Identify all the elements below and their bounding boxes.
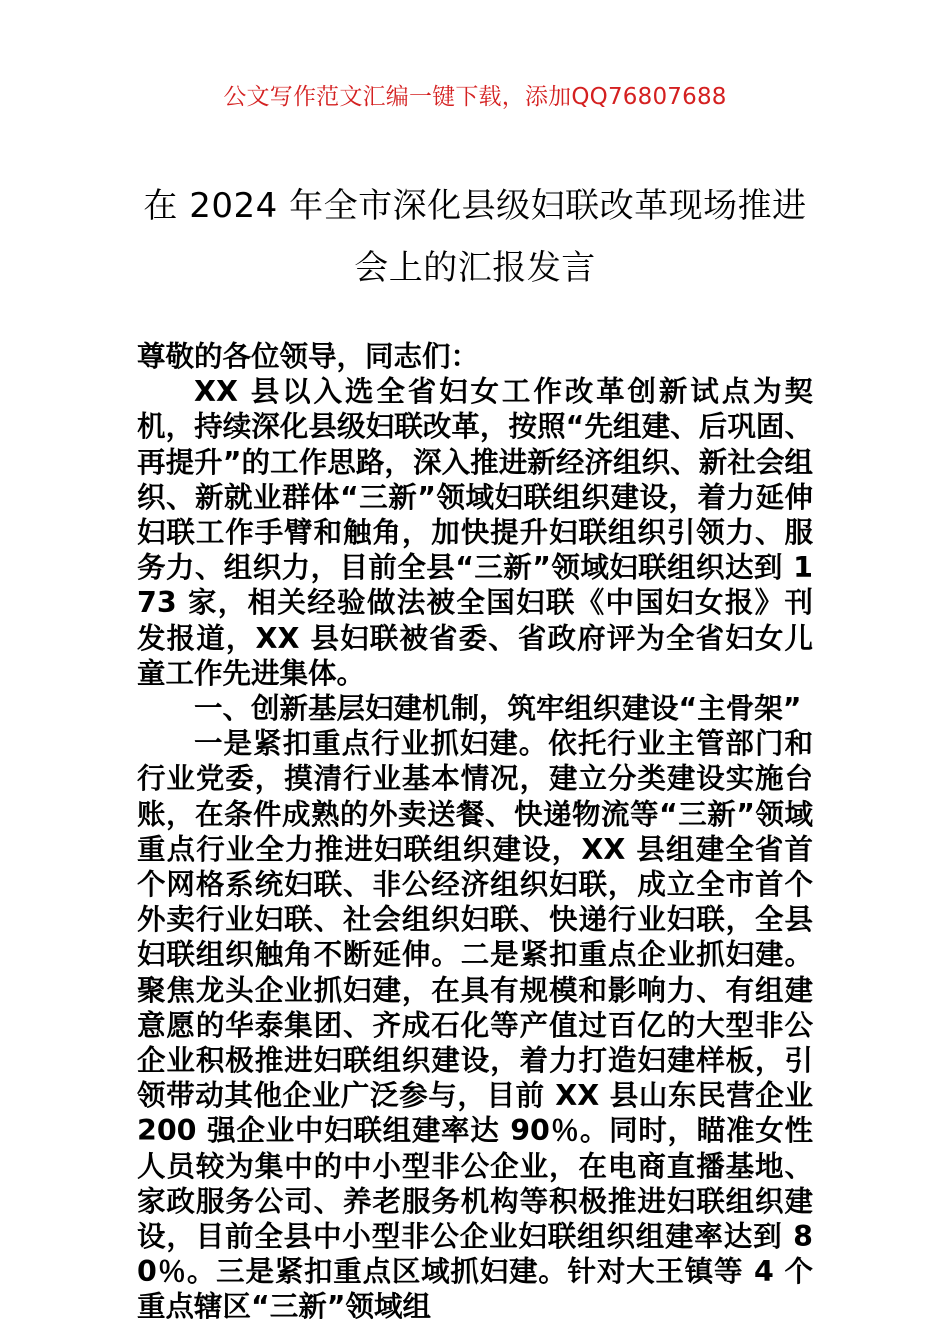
document-body: [137, 339, 813, 1325]
page-title-line-1: 在 2024 年全市深化县级妇联改革现场推进: [143, 186, 807, 226]
promo-banner: 公文写作范文汇编一键下载，添加QQ76807688: [223, 84, 727, 110]
body-paragraph-1: XX 县以入选全省妇女工作改革创新试点为契机，持续深化县级妇联改革，按照“先组建、后巩固、再提升”的工作思路，深入推进新经济组织、新社会组织、新就业群体“三新”领域妇联组织建设，着力延伸妇联工作手臂和触角，加快提升妇联组织引领力、服务力、组织力，目前全县“三新”领域妇联组织达到 173 家，相关经验做法被全国妇联《中国妇女报》刊发报道，XX 县妇联被省委、省政府评为全省妇女儿童工作先进集体。: [137, 375, 813, 690]
salutation-paragraph: 尊敬的各位领导，同志们：: [137, 340, 480, 373]
section-heading-1: 一、创新基层妇建机制，筑牢组织建设“主骨架”: [194, 692, 802, 726]
page-title-line-2: 会上的汇报发言: [354, 248, 596, 288]
page-title: [95, 175, 855, 299]
body-paragraph-2: 一是紧扣重点行业抓妇建。依托行业主管部门和行业党委，摸清行业基本情况，建立分类建设实施台账，在条件成熟的外卖送餐、快递物流等“三新”领域重点行业全力推进妇联组织建设，XX 县组建全省首个网格系统妇联、非公经济组织妇联，成立全市首个外卖行业妇联、社会组织妇联、快递行业妇联，全县妇联组织触角不断延伸。二是紧扣重点企业抓妇建。聚焦龙头企业抓妇建，在具有规模和影响力、有组建意愿的华泰集团、齐成石化等产值过百亿的大型非公企业积极推进妇联组织建设，着力打造妇建样板，引领带动其他企业广泛参与，目前 XX 县山东民营企业 200 强企业中妇联组建率达 90％。同时，瞄准女性人员较为集中的中小型非公企业，在电商直播基地、家政服务公司、养老服务机构等积极推进妇联组织建设，目前全县中小型非公企业妇联组织组建率达到 80％。三是紧扣重点区域抓妇建。针对大王镇等 4 个重点辖区“三新”领域组: [137, 727, 813, 1324]
